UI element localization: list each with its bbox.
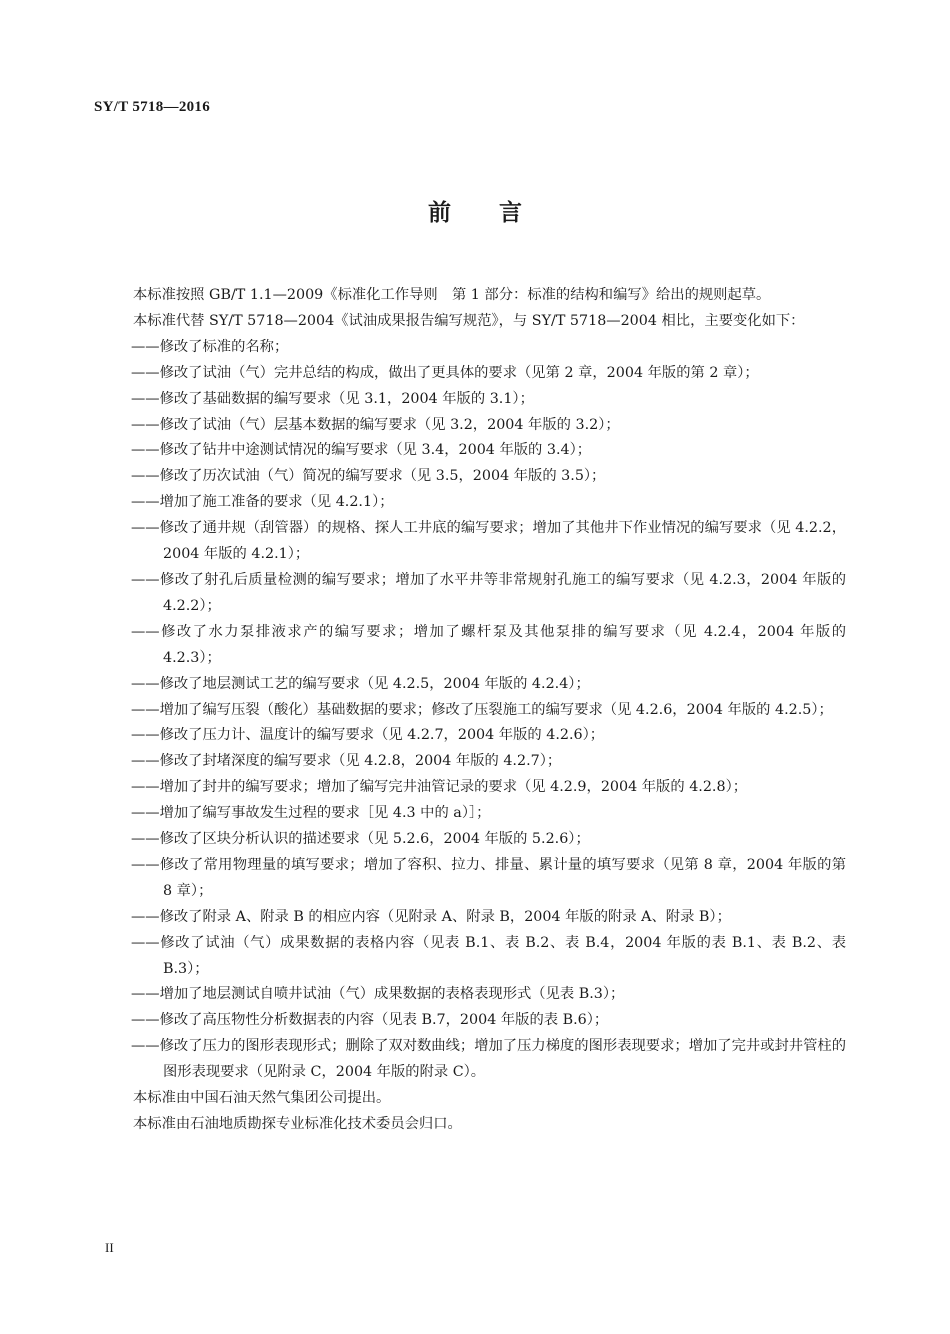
intro-paragraph: 本标准按照 GB/T 1.1—2009《标准化工作导则 第 1 部分：标准的结构和编写》给出的规则起草。: [133, 287, 771, 303]
change-item: ——修改了基础数据的编写要求（见 3.1，2004 年版的 3.1）；: [131, 390, 534, 407]
change-item: ——增加了地层测试自喷井试油（气）成果数据的表格表现形式（见表 B.3）；: [131, 986, 625, 1003]
change-item: ——增加了编写事故发生过程的要求［见 4.3 中的 a）］；: [131, 805, 491, 822]
change-item: ——修改了试油（气）完井总结的构成，做出了更具体的要求（见第 2 章，2004 年版的第 2 章）；: [131, 364, 759, 381]
change-item: ——修改了压力的图形表现形式；删除了双对数曲线；增加了压力梯度的图形表现要求；增加了完井或封井管柱的图形表现要求（见附录 C，2004 年版的附录 C）。: [131, 1038, 846, 1081]
change-item: ——修改了通井规（刮管器）的规格、探人工井底的编写要求；增加了其他井下作业情况的编写要求（见 4.2.2，2004 年版的 4.2.1）；: [131, 520, 846, 563]
change-item: ——修改了高压物性分析数据表的内容（见表 B.7，2004 年版的表 B.6）；: [131, 1012, 609, 1029]
change-item: ——修改了试油（气）成果数据的表格内容（见表 B.1、表 B.2、表 B.4，2004 年版的表 B.1、表 B.2、表 B.3）；: [131, 934, 846, 977]
closing-paragraph: 本标准由中国石油天然气集团公司提出。: [133, 1090, 391, 1107]
change-item: ——修改了封堵深度的编写要求（见 4.2.8，2004 年版的 4.2.7）；: [131, 753, 562, 770]
change-item: ——修改了区块分析认识的描述要求（见 5.2.6，2004 年版的 5.2.6）；: [131, 831, 590, 848]
change-item: ——增加了封井的编写要求；增加了编写完井油管记录的要求（见 4.2.9，2004 年版的 4.2.8）；: [131, 779, 748, 796]
intro-paragraph: 本标准代替 SY/T 5718—2004《试油成果报告编写规范》，与 SY/T 5718—2004 相比，主要变化如下：: [133, 312, 805, 329]
page-number: II: [105, 1240, 114, 1255]
closing-paragraph: 本标准由石油地质勘探专业标准化技术委员会归口。: [133, 1116, 462, 1132]
change-item: ——增加了编写压裂（酸化）基础数据的要求；修改了压裂施工的编写要求（见 4.2.6，2004 年版的 4.2.5）；: [131, 701, 833, 718]
change-item: ——修改了历次试油（气）简况的编写要求（见 3.5，2004 年版的 3.5）；: [131, 468, 606, 485]
change-item: ——修改了地层测试工艺的编写要求（见 4.2.5，2004 年版的 4.2.4）；: [131, 675, 590, 692]
change-item: ——增加了施工准备的要求（见 4.2.1）；: [131, 494, 394, 511]
change-item: ——修改了钻井中途测试情况的编写要求（见 3.4，2004 年版的 3.4）；: [131, 442, 592, 459]
page-title: 前言: [428, 200, 570, 226]
change-item: ——修改了压力计、温度计的编写要求（见 4.2.7，2004 年版的 4.2.6）；: [131, 727, 605, 744]
document-body: [90, 283, 846, 1138]
change-item: ——修改了水力泵排液求产的编写要求；增加了螺杆泵及其他泵排的编写要求（见 4.2.4，2004 年版的 4.2.3）；: [131, 623, 846, 666]
change-item: ——修改了试油（气）层基本数据的编写要求（见 3.2，2004 年版的 3.2）；: [131, 416, 620, 433]
change-item: ——修改了附录 A、附录 B 的相应内容（见附录 A、附录 B，2004 年版的附录 A、附录 B）；: [131, 908, 731, 925]
change-item: ——修改了射孔后质量检测的编写要求；增加了水平井等非常规射孔施工的编写要求（见 4.2.3，2004 年版的 4.2.2）；: [131, 571, 846, 614]
standard-code: SY/T 5718—2016: [94, 99, 211, 115]
change-item: ——修改了标准的名称；: [131, 338, 289, 355]
change-item: ——修改了常用物理量的填写要求；增加了容积、拉力、排量、累计量的填写要求（见第 8 章，2004 年版的第 8 章）；: [131, 856, 846, 899]
